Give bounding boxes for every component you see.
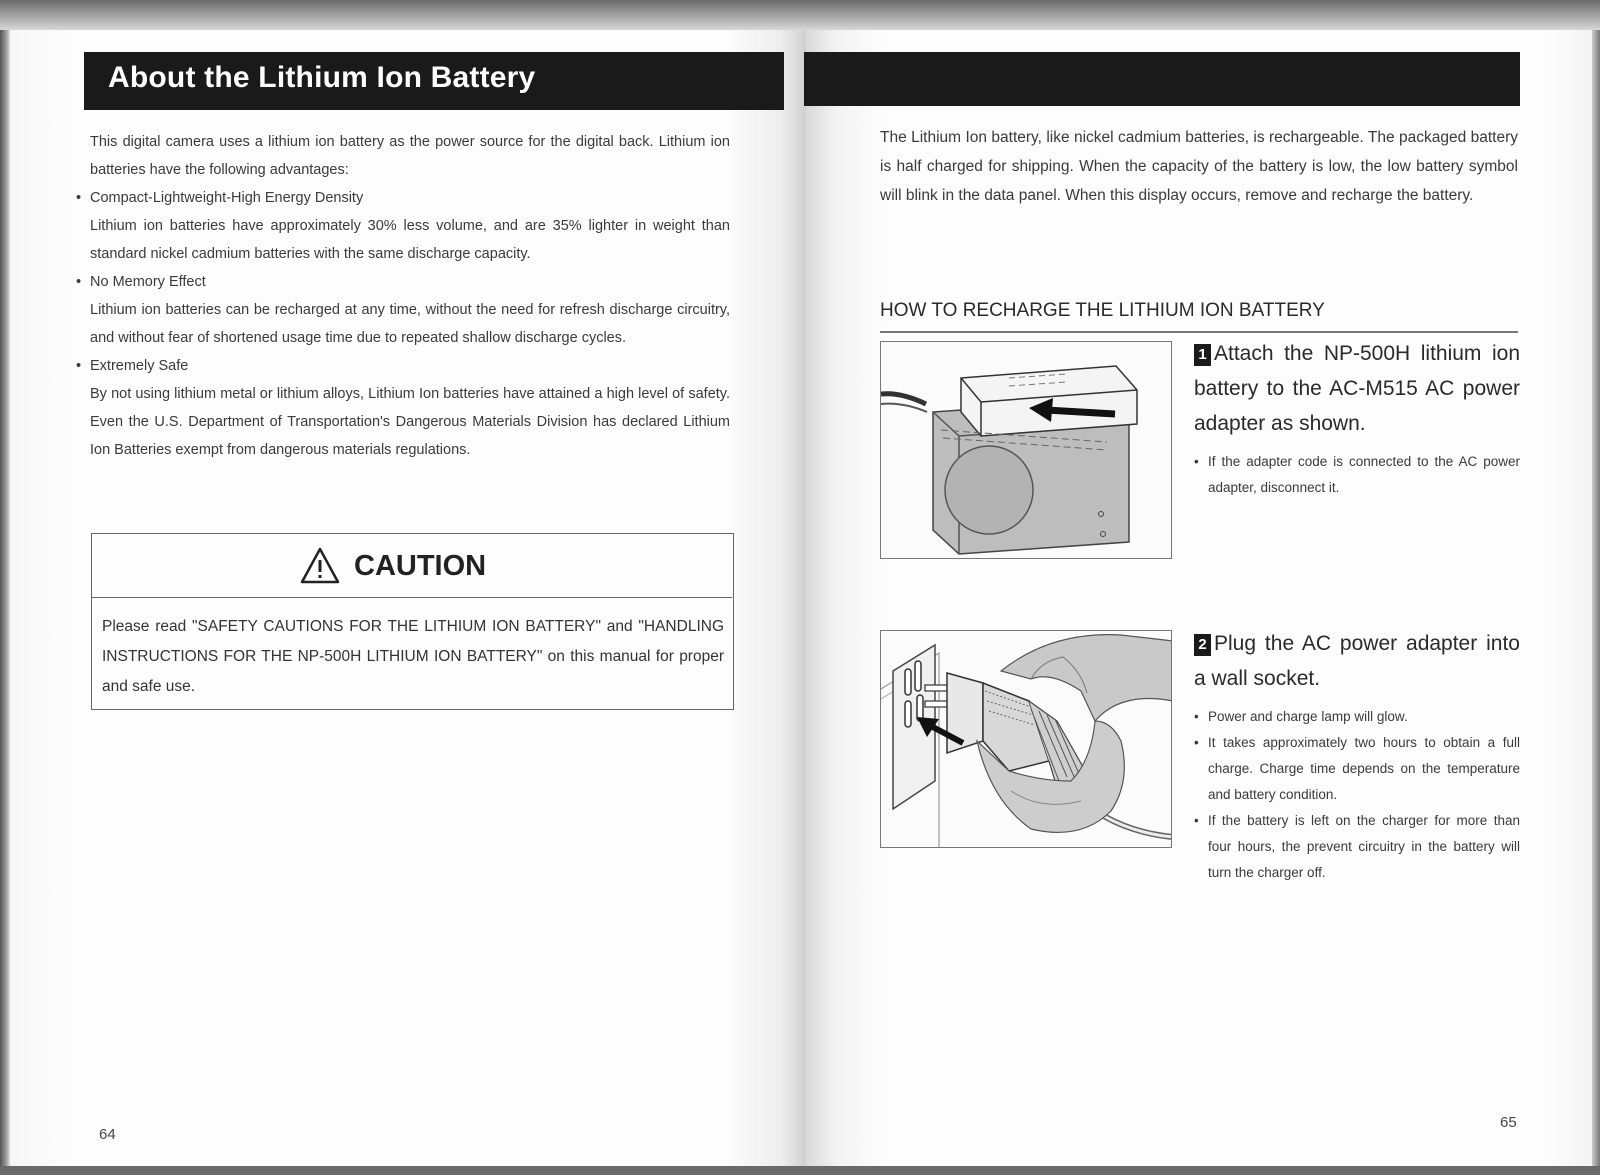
advantage-heading-text: Extremely Safe [90,358,189,374]
step-note [1194,730,1520,808]
step-note-text: Power and charge lamp will glow. [1208,709,1408,724]
caution-header [92,534,732,598]
bullet-icon: • [76,358,82,374]
bullet-icon: • [76,274,82,290]
page-number-left: 64 [99,1126,116,1143]
intro-paragraph: This digital camera uses a lithium ion battery as the power source for the digital back. Lithium ion batteries have the following advantages: [90,134,730,178]
advantage-heading [76,268,730,296]
battery-adapter-illustration [880,341,1172,559]
wall-socket-illustration [880,630,1172,848]
step-title [1194,626,1520,696]
step-note-text: If the adapter code is connected to the AC power adapter, disconnect it. [1208,454,1520,495]
advantage-heading [76,352,730,380]
right-binding-edge [1592,30,1600,1170]
battery-charger-icon [881,342,1172,559]
section-divider [880,331,1518,333]
bullet-icon: • [1194,709,1199,724]
left-binding-edge [0,30,10,1170]
advantage-heading-text: Compact-Lightweight-High Energy Density [90,190,364,206]
advantage-heading-text: No Memory Effect [90,274,206,290]
step-title-text: Attach the NP-500H lithium ion battery to the AC-M515 AC power adapter as shown. [1194,342,1520,435]
step-note [1194,704,1520,730]
step-note [1194,449,1520,501]
step-notes [1194,449,1520,501]
plug-socket-icon [881,631,1172,848]
step-note [1194,808,1520,886]
advantage-text: Lithium ion batteries have approximately 30% less volume, and are 35% lighter in weight than standard nickel cadmium batteries with the same discharge capacity. [90,218,730,262]
right-intro-text: The Lithium Ion battery, like nickel cadmium batteries, is rechargeable. The packaged battery is half charged for shipping. When the capacity of the battery is low, the low battery symbol will blink in the data panel. When this display occurs, remove and recharge the battery. [880,129,1518,204]
page-title: About the Lithium Ion Battery [108,61,536,94]
title-bar [84,52,784,110]
bullet-icon: • [1194,454,1199,469]
caution-text: Please read "SAFETY CAUTIONS FOR THE LITHIUM ION BATTERY" and "HANDLING INSTRUCTIONS FOR THE NP-500H LITHIUM ION BATTERY" on this manual for proper and safe use. [102,618,724,695]
warning-triangle-icon [300,546,340,586]
step-notes [1194,704,1520,886]
page-number-right: 65 [1500,1114,1517,1131]
step-title-text: Plug the AC power adapter into a wall socket. [1194,632,1520,690]
section-heading: HOW TO RECHARGE THE LITHIUM ION BATTERY [880,300,1325,321]
step-number-badge: 1 [1194,344,1211,366]
step-2 [1194,626,1520,886]
bullet-icon: • [76,190,82,206]
caution-box [91,533,734,710]
step-note-text: It takes approximately two hours to obtain a full charge. Charge time depends on the temperature and battery condition. [1208,735,1520,802]
step-1 [1194,336,1520,501]
advantage-text: By not using lithium metal or lithium alloys, Lithium Ion batteries have attained a high level of safety. Even the U.S. Department of Transportation's Dangerous Materials Division has declared Lithium Ion Batteries exempt from dangerous materials regulations. [90,386,730,458]
advantage-heading [76,184,730,212]
bullet-icon: • [1194,813,1199,828]
bottom-scan-edge [0,1166,1600,1175]
title-bar-right [804,52,1520,106]
step-title [1194,336,1520,441]
bullet-icon: • [1194,735,1199,750]
step-note-text: If the battery is left on the charger for more than four hours, the prevent circuitry in the battery will turn the charger off. [1208,813,1520,880]
left-body-text [76,128,730,464]
step-number-badge: 2 [1194,634,1211,656]
advantage-text: Lithium ion batteries can be recharged at any time, without the need for refresh discharge circuitry, and without fear of shortened usage time due to repeated shallow discharge cycles. [90,302,730,346]
caution-title: CAUTION [354,550,487,582]
